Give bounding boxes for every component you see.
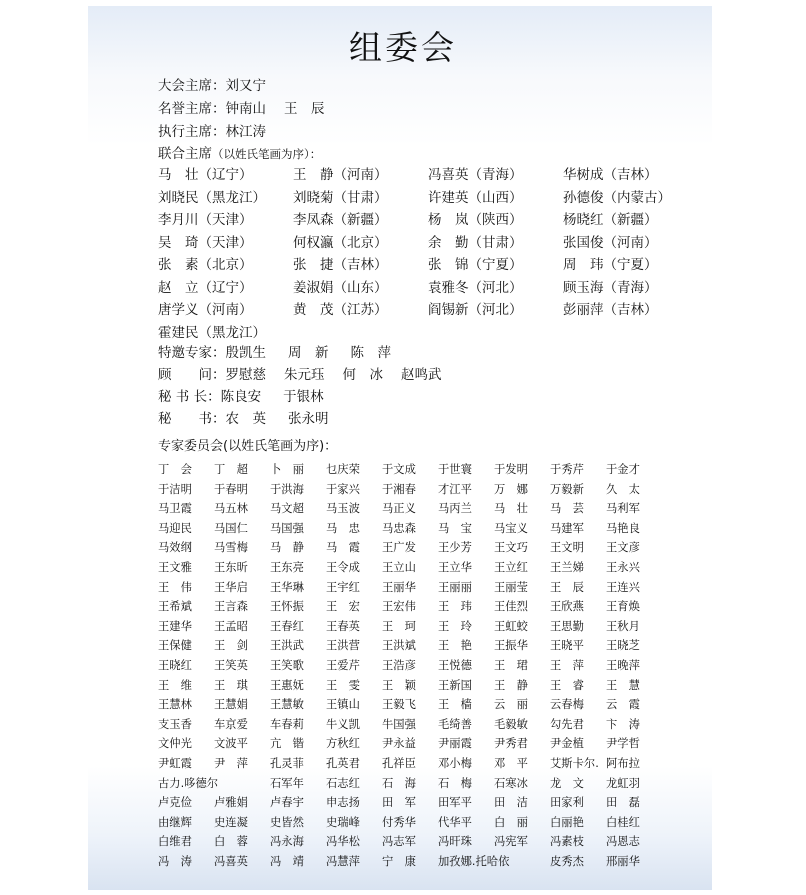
advisor-name: 何 冰 — [342, 367, 383, 383]
expert-name: 车春莉 — [270, 717, 304, 731]
special-name: 陈 萍 — [350, 345, 391, 361]
expert-name: 王振华 — [494, 639, 528, 653]
expert-name: 卢春宇 — [270, 796, 304, 810]
expert-name: 牛国强 — [382, 717, 416, 731]
expert-name: 尹 萍 — [214, 756, 248, 770]
joint-chairs-grid — [158, 164, 698, 344]
expert-name: 王 辰 — [550, 580, 584, 594]
joint-chair: 阎锡新（河北） — [428, 302, 523, 318]
expert-name: 于春明 — [214, 482, 248, 496]
expert-name: 王镇山 — [326, 698, 360, 712]
expert-name: 白维君 — [158, 835, 192, 849]
expert-name: 王 珺 — [494, 658, 528, 672]
expert-name: 马利军 — [606, 502, 640, 516]
joint-chair: 彭丽萍（吉林） — [563, 302, 658, 318]
page-title: 组委会 — [349, 28, 457, 67]
expert-name: 王建华 — [158, 619, 192, 633]
executive-label: 执行主席： — [158, 124, 226, 140]
expert-name: 于发明 — [494, 463, 528, 476]
expert-name: 王怀振 — [270, 600, 304, 614]
expert-name: 史瑞峰 — [326, 815, 360, 829]
expert-name: 孔英君 — [326, 756, 360, 770]
expert-name: 王 慧 — [606, 678, 640, 692]
advisor-name: 朱元珏 — [284, 367, 325, 383]
expert-name: 王立山 — [382, 560, 416, 574]
expert-name: 万 娜 — [494, 482, 528, 496]
expert-name: 王虹蛟 — [494, 619, 528, 633]
expert-name: 万毅新 — [550, 482, 584, 496]
expert-name: 史连凝 — [214, 815, 248, 829]
expert-name: 皮秀杰 — [550, 854, 584, 868]
joint-heading — [158, 143, 321, 165]
joint-chair: 何权瀛（北京） — [293, 234, 388, 251]
expert-name: 孔灵菲 — [270, 756, 304, 770]
expert-name: 于金才 — [606, 463, 640, 476]
expert-name: 古力.哆德尔 — [158, 776, 219, 790]
expert-name: 王 樯 — [438, 698, 472, 712]
joint-chair: 周 玮（宁夏） — [563, 257, 658, 273]
expert-name: 勾先君 — [550, 717, 584, 731]
expert-name: 亢 锴 — [270, 737, 304, 751]
expert-name: 王广发 — [382, 541, 416, 555]
expert-name: 王保健 — [158, 639, 192, 653]
expert-name: 车京爱 — [214, 717, 248, 731]
joint-chair: 袁雅冬（河北） — [428, 279, 523, 296]
honorary-label: 名誉主席： — [158, 101, 226, 117]
expert-name: 于洪海 — [270, 482, 304, 496]
expert-name: 王少芳 — [438, 541, 472, 555]
expert-name: 王浩彦 — [382, 658, 416, 672]
expert-name: 王连兴 — [606, 580, 640, 594]
expert-name: 王 艳 — [438, 639, 472, 653]
expert-name: 石寒冰 — [494, 776, 528, 790]
expert-name: 邢丽华 — [606, 854, 640, 868]
expert-name: 马 忠 — [326, 521, 360, 535]
expert-name: 王丽丽 — [438, 580, 472, 594]
expert-name: 冯喜英 — [214, 854, 248, 868]
expert-name: 石 海 — [382, 776, 416, 790]
expert-name: 王洪武 — [270, 639, 304, 653]
expert-name: 文仲光 — [158, 737, 192, 751]
expert-name: 冯恩志 — [606, 835, 640, 849]
expert-name: 邓小梅 — [438, 756, 472, 770]
expert-name: 王东昕 — [214, 560, 248, 574]
expert-name: 王孟昭 — [214, 619, 248, 633]
expert-name: 史皆然 — [270, 815, 304, 829]
expert-name: 石志红 — [326, 776, 360, 790]
expert-name: 冯旰珠 — [438, 835, 472, 849]
expert-name: 冯志军 — [382, 835, 416, 849]
expert-name: 王 萍 — [550, 658, 584, 672]
expert-name: 马 霞 — [326, 541, 360, 555]
expert-name: 马丙兰 — [438, 502, 472, 516]
expert-name: 卜 丽 — [270, 463, 304, 476]
expert-name: 白 蓉 — [214, 835, 248, 849]
joint-chair: 李凤森（新疆） — [293, 212, 388, 228]
expert-name: 白 丽 — [494, 815, 528, 829]
joint-chair: 吴 琦（天津） — [158, 234, 253, 251]
expert-name: 王晓平 — [550, 639, 584, 653]
chairman-line — [158, 75, 266, 97]
joint-chair: 许建英（山西） — [428, 189, 523, 206]
expert-name: 王笑英 — [214, 658, 248, 672]
expert-name: 支玉香 — [158, 717, 192, 731]
expert-name: 王晚萍 — [606, 658, 640, 672]
special-line — [158, 342, 391, 364]
joint-chair: 唐学义（河南） — [158, 302, 253, 318]
expert-name: 王慧林 — [158, 698, 192, 712]
expert-name: 王悦德 — [438, 658, 472, 672]
expert-name: 王思勤 — [550, 619, 584, 633]
expert-name: 马正义 — [382, 502, 416, 516]
expert-name: 王丽华 — [382, 580, 416, 594]
expert-name: 丁 会 — [158, 463, 192, 476]
expert-name: 王兰娣 — [550, 560, 584, 574]
expert-name: 于洁明 — [158, 482, 192, 496]
joint-chair: 杨 岚（陕西） — [428, 212, 523, 228]
expert-name: 冯华松 — [326, 835, 360, 849]
joint-chair: 王 静（河南） — [293, 167, 388, 183]
expert-name: 王文明 — [550, 541, 584, 555]
expert-name: 田军平 — [438, 796, 472, 810]
joint-note: （以姓氏笔画为序）： — [212, 147, 322, 161]
expert-name: 马国强 — [270, 521, 304, 535]
secretary-general-label: 秘 书 长： — [158, 389, 221, 405]
expert-name: 王育焕 — [606, 600, 640, 614]
expert-name: 卞 涛 — [606, 717, 640, 731]
expert-name: 于家兴 — [326, 482, 360, 496]
expert-name: 马玉波 — [326, 502, 360, 516]
expert-name: 王佳烈 — [494, 600, 528, 614]
expert-name: 卢克俭 — [158, 796, 192, 810]
expert-name: 田 军 — [382, 796, 416, 810]
joint-chair: 刘晓民（黑龙江） — [158, 189, 266, 206]
expert-name: 丁 超 — [214, 463, 248, 476]
expert-name: 王慧娟 — [214, 698, 248, 712]
expert-name: 冯慧萍 — [326, 854, 360, 868]
expert-name: 王宇红 — [326, 580, 360, 594]
expert-name: 王 维 — [158, 678, 192, 692]
expert-name: 王 伟 — [158, 580, 192, 594]
expert-name: 毛毅敏 — [494, 717, 528, 731]
expert-name: 王慧敏 — [270, 698, 304, 712]
expert-name: 邓 平 — [494, 756, 528, 770]
expert-name: 牛义凯 — [326, 717, 360, 731]
expert-name: 王文彦 — [606, 541, 640, 555]
expert-name: 马国仁 — [214, 521, 248, 535]
expert-name: 王 珂 — [382, 619, 416, 633]
executive-name: 林江涛 — [225, 124, 266, 140]
advisor-line — [158, 364, 442, 386]
expert-name: 于湘春 — [382, 482, 416, 496]
expert-name: 马 静 — [270, 541, 304, 555]
expert-name: 久 太 — [606, 482, 640, 496]
expert-name: 马 芸 — [550, 502, 584, 516]
special-name: 殷凯生 — [225, 345, 266, 361]
joint-chair: 张 锦（宁夏） — [428, 257, 523, 273]
expert-name: 田家利 — [550, 796, 584, 810]
expert-name: 云春梅 — [550, 698, 584, 712]
expert-name: 艾斯卡尔. — [550, 756, 599, 770]
expert-name: 王 玮 — [438, 600, 472, 614]
expert-name: 马雪梅 — [214, 541, 248, 555]
expert-name: 方秋红 — [326, 737, 360, 751]
advisor-name: 罗慰慈 — [225, 367, 266, 383]
expert-name: 王立红 — [494, 560, 528, 574]
expert-name: 王 静 — [494, 678, 528, 692]
expert-name: 王笑歌 — [270, 658, 304, 672]
expert-name: 王晓芝 — [606, 639, 640, 653]
joint-chair: 霍建民（黑龙江） — [158, 324, 266, 341]
secretary-general-name: 陈良安 — [220, 389, 262, 405]
expert-name: 于世寰 — [438, 463, 472, 476]
expert-name: 冯 靖 — [270, 854, 304, 868]
expert-name: 王文巧 — [494, 541, 528, 555]
expert-name: 冯素枝 — [550, 835, 584, 849]
joint-label: 联合主席 — [158, 146, 212, 162]
secretary-label: 秘 书： — [158, 411, 226, 427]
honorary-name: 钟南山 — [225, 101, 266, 117]
expert-name: 马宝义 — [494, 521, 528, 535]
expert-name: 冯 涛 — [158, 854, 192, 868]
expert-name: 田 磊 — [606, 796, 640, 810]
joint-chair: 马 壮（辽宁） — [158, 167, 253, 183]
expert-name: 冯永海 — [270, 835, 304, 849]
expert-name: 孔祥臣 — [382, 756, 416, 770]
expert-name: 申志扬 — [326, 796, 360, 810]
expert-name: 马五林 — [214, 502, 248, 516]
expert-name: 王洪营 — [326, 639, 360, 653]
expert-name: 文波平 — [214, 737, 248, 751]
expert-name: 马卫霞 — [158, 502, 192, 516]
expert-name: 于秀芹 — [550, 463, 584, 476]
expert-name: 毛绮善 — [438, 717, 472, 731]
expert-name: 尹金植 — [550, 737, 584, 751]
expert-name: 王 雯 — [326, 678, 360, 692]
expert-name: 王 剑 — [214, 639, 248, 653]
joint-chair: 华树成（吉林） — [563, 167, 658, 183]
experts-grid — [158, 460, 698, 871]
secretary-name: 农 英 — [225, 411, 266, 427]
joint-chair: 杨晓红（新疆） — [563, 212, 658, 228]
expert-name: 冯宪军 — [494, 835, 528, 849]
secretary-general-name: 于银林 — [283, 389, 324, 405]
expert-name: 石 梅 — [438, 776, 472, 790]
secretary-general-line — [158, 386, 324, 408]
expert-name: 王东亮 — [270, 560, 304, 574]
joint-chair: 余 勤（甘肃） — [428, 234, 523, 251]
expert-name: 马效纲 — [158, 541, 192, 555]
expert-name: 白丽艳 — [550, 815, 584, 829]
special-label: 特邀专家： — [158, 345, 226, 361]
expert-name: 王希斌 — [158, 600, 192, 614]
expert-name: 乜庆荣 — [326, 463, 360, 476]
expert-name: 马迎民 — [158, 521, 192, 535]
expert-name: 王言森 — [214, 600, 248, 614]
expert-name: 付秀华 — [382, 815, 416, 829]
expert-name: 王欣燕 — [550, 600, 584, 614]
expert-name: 王令成 — [326, 560, 360, 574]
chairman-label: 大会主席： — [158, 78, 226, 94]
expert-name: 王 睿 — [550, 678, 584, 692]
expert-name: 王 颖 — [382, 678, 416, 692]
expert-name: 马建军 — [550, 521, 584, 535]
expert-name: 王爱芹 — [326, 658, 360, 672]
expert-name: 马 宝 — [438, 521, 472, 535]
expert-name: 云 霞 — [606, 698, 640, 712]
joint-chair: 孙德俊（内蒙古） — [563, 189, 671, 206]
expert-name: 王秋月 — [606, 619, 640, 633]
secretary-name: 张永明 — [288, 411, 329, 427]
expert-name: 卢雅娟 — [214, 796, 248, 810]
expert-name: 田 洁 — [494, 796, 528, 810]
joint-chair: 张 素（北京） — [158, 257, 253, 273]
experts-title: 专家委员会(以姓氏笔画为序)： — [158, 439, 338, 454]
expert-name: 尹丽霞 — [438, 737, 472, 751]
joint-chair: 冯喜英（青海） — [428, 167, 523, 183]
expert-name: 王晓红 — [158, 658, 192, 672]
expert-name: 石军年 — [270, 776, 304, 790]
expert-name: 马 壮 — [494, 502, 528, 516]
expert-name: 王永兴 — [606, 560, 640, 574]
expert-name: 白桂红 — [606, 815, 640, 829]
joint-chair: 姜淑娟（山东） — [293, 279, 388, 296]
special-name: 周 新 — [288, 345, 329, 361]
expert-name: 王 琪 — [214, 678, 248, 692]
expert-name: 马文超 — [270, 502, 304, 516]
chairman-name: 刘又宁 — [225, 78, 266, 94]
expert-name: 王丽莹 — [494, 580, 528, 594]
expert-name: 王华琳 — [270, 580, 304, 594]
expert-name: 尹永益 — [382, 737, 416, 751]
expert-name: 王毅飞 — [382, 698, 416, 712]
expert-name: 云 丽 — [494, 698, 528, 712]
joint-chair: 刘晓菊（甘肃） — [293, 189, 388, 206]
expert-name: 王 宏 — [326, 600, 360, 614]
secretary-line — [158, 408, 329, 430]
expert-name: 龙 文 — [550, 776, 584, 790]
expert-name: 王洪斌 — [382, 639, 416, 653]
advisor-name: 赵鸣武 — [401, 367, 442, 383]
expert-name: 尹学哲 — [606, 737, 640, 751]
expert-name: 王春英 — [326, 619, 360, 633]
expert-name: 代华平 — [438, 815, 472, 829]
expert-name: 由继辉 — [158, 815, 192, 829]
joint-chair: 李月川（天津） — [158, 212, 253, 228]
expert-name: 才江平 — [438, 482, 472, 496]
expert-name: 马忠森 — [382, 521, 416, 535]
expert-name: 阿布拉 — [606, 756, 640, 770]
honorary-line — [158, 98, 325, 120]
expert-name: 尹秀君 — [494, 737, 528, 751]
expert-name: 王立华 — [438, 560, 472, 574]
advisor-label: 顾 问： — [158, 367, 226, 383]
joint-chair: 顾玉海（青海） — [563, 279, 658, 296]
expert-name: 王惠妩 — [270, 678, 304, 692]
joint-chair: 黄 茂（江苏） — [293, 302, 388, 318]
expert-name: 王 玲 — [438, 619, 472, 633]
executive-line — [158, 121, 266, 143]
joint-chair: 赵 立（辽宁） — [158, 279, 253, 296]
expert-name: 马艳良 — [606, 521, 640, 535]
expert-name: 王宏伟 — [382, 600, 416, 614]
joint-chair: 张 捷（吉林） — [293, 257, 388, 273]
expert-name: 于文成 — [382, 463, 416, 476]
expert-name: 王华启 — [214, 580, 248, 594]
expert-name: 龙虹羽 — [606, 776, 640, 790]
expert-name: 王春红 — [270, 619, 304, 633]
honorary-name: 王 辰 — [284, 101, 325, 117]
expert-name: 宁 康 — [382, 854, 416, 868]
expert-name: 加孜娜.托哈依 — [438, 854, 510, 868]
joint-chair: 张国俊（河南） — [563, 234, 658, 251]
expert-name: 王文雅 — [158, 560, 192, 574]
expert-name: 王新国 — [438, 678, 472, 692]
expert-name: 尹虹霞 — [158, 756, 192, 770]
